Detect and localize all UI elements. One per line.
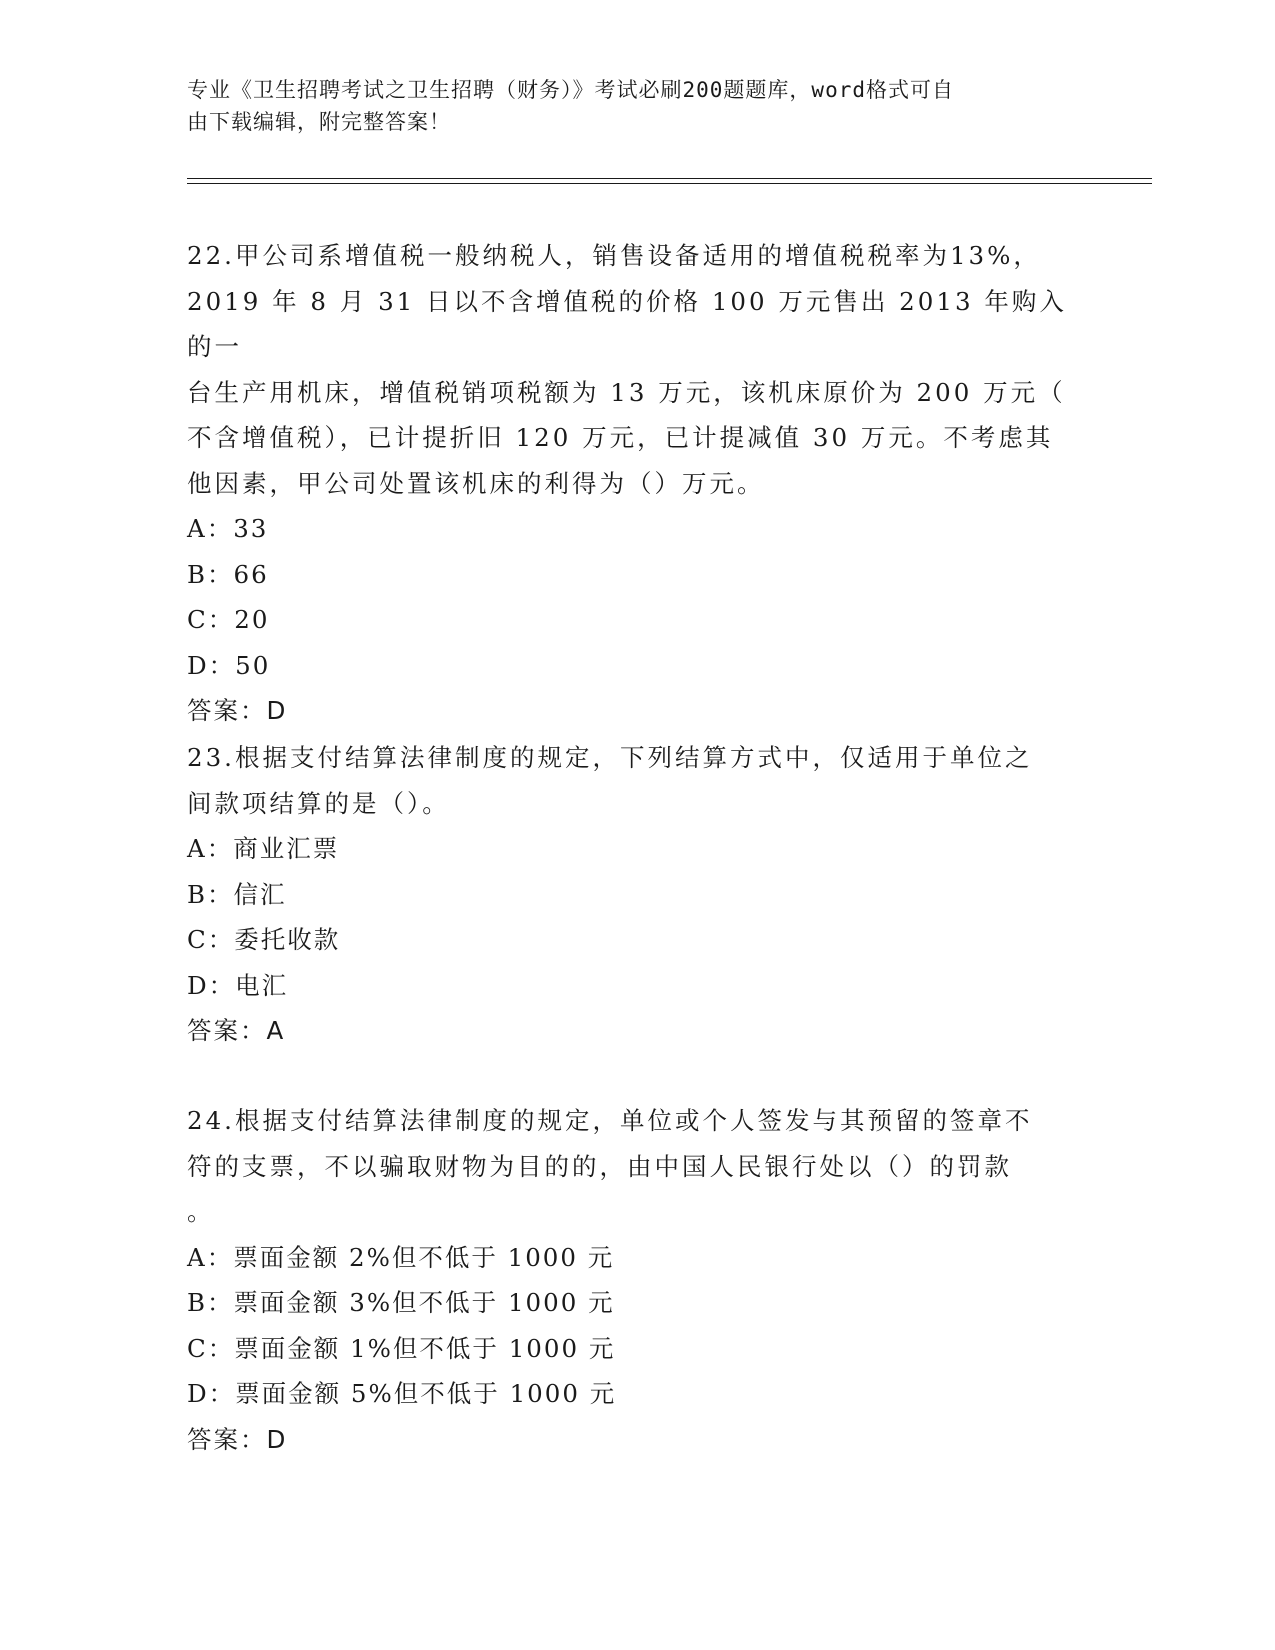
question-stem-line: 2019 年 8 月 31 日以不含增值税的价格 100 万元售出 2013 年购入的一	[187, 286, 1067, 361]
document-page	[187, 0, 1087, 1650]
question-stem-line: 符的支票，不以骗取财物为目的的，由中国人民银行处以（）的罚款	[187, 1151, 1012, 1181]
option-c: C：20	[187, 605, 270, 634]
header-divider-bottom	[187, 183, 1152, 184]
question-stem-line: 。	[187, 1197, 215, 1226]
document-header	[187, 74, 1067, 138]
question-stem-line: 22.甲公司系增值税一般纳税人，销售设备适用的增值税税率为13%，	[187, 241, 1041, 270]
option-b: B：票面金额 3%但不低于 1000 元	[187, 1288, 615, 1317]
question-stem-line: 间款项结算的是（）。	[187, 788, 450, 818]
option-d: D：票面金额 5%但不低于 1000 元	[187, 1379, 617, 1408]
answer-label: 答案：D	[187, 696, 288, 725]
question-stem-line: 23.根据支付结算法律制度的规定，下列结算方式中，仅适用于单位之	[187, 743, 1033, 772]
option-d: D：50	[187, 650, 271, 680]
question-stem-line: 24.根据支付结算法律制度的规定，单位或个人签发与其预留的签章不	[187, 1106, 1033, 1135]
option-a: A：33	[187, 514, 269, 543]
answer-label: 答案：A	[187, 1016, 286, 1045]
question-24	[187, 1098, 1067, 1462]
question-stem-line: 台生产用机床，增值税销项税额为 13 万元，该机床原价为 200 万元（	[187, 377, 1066, 407]
option-a: A：票面金额 2%但不低于 1000 元	[187, 1242, 615, 1272]
question-22	[187, 233, 1067, 734]
option-b: B：信汇	[187, 879, 287, 909]
option-a: A：商业汇票	[187, 834, 340, 863]
option-c: C：委托收款	[187, 925, 341, 954]
question-stem-line: 不含增值税），已计提折旧 120 万元，已计提减值 30 万元。不考虑其	[187, 423, 1054, 452]
header-line-1: 专业《卫生招聘考试之卫生招聘（财务）》考试必刷200题题库，word格式可自	[187, 78, 954, 102]
option-b: B：66	[187, 559, 269, 589]
answer-label: 答案：D	[187, 1424, 288, 1454]
option-d: D：电汇	[187, 970, 289, 1000]
header-divider-top	[187, 178, 1152, 179]
question-23	[187, 735, 1067, 1054]
option-c: C：票面金额 1%但不低于 1000 元	[187, 1333, 616, 1363]
header-line-2: 由下载编辑，附完整答案！	[187, 110, 451, 134]
question-stem-line: 他因素，甲公司处置该机床的利得为（）万元。	[187, 468, 765, 498]
